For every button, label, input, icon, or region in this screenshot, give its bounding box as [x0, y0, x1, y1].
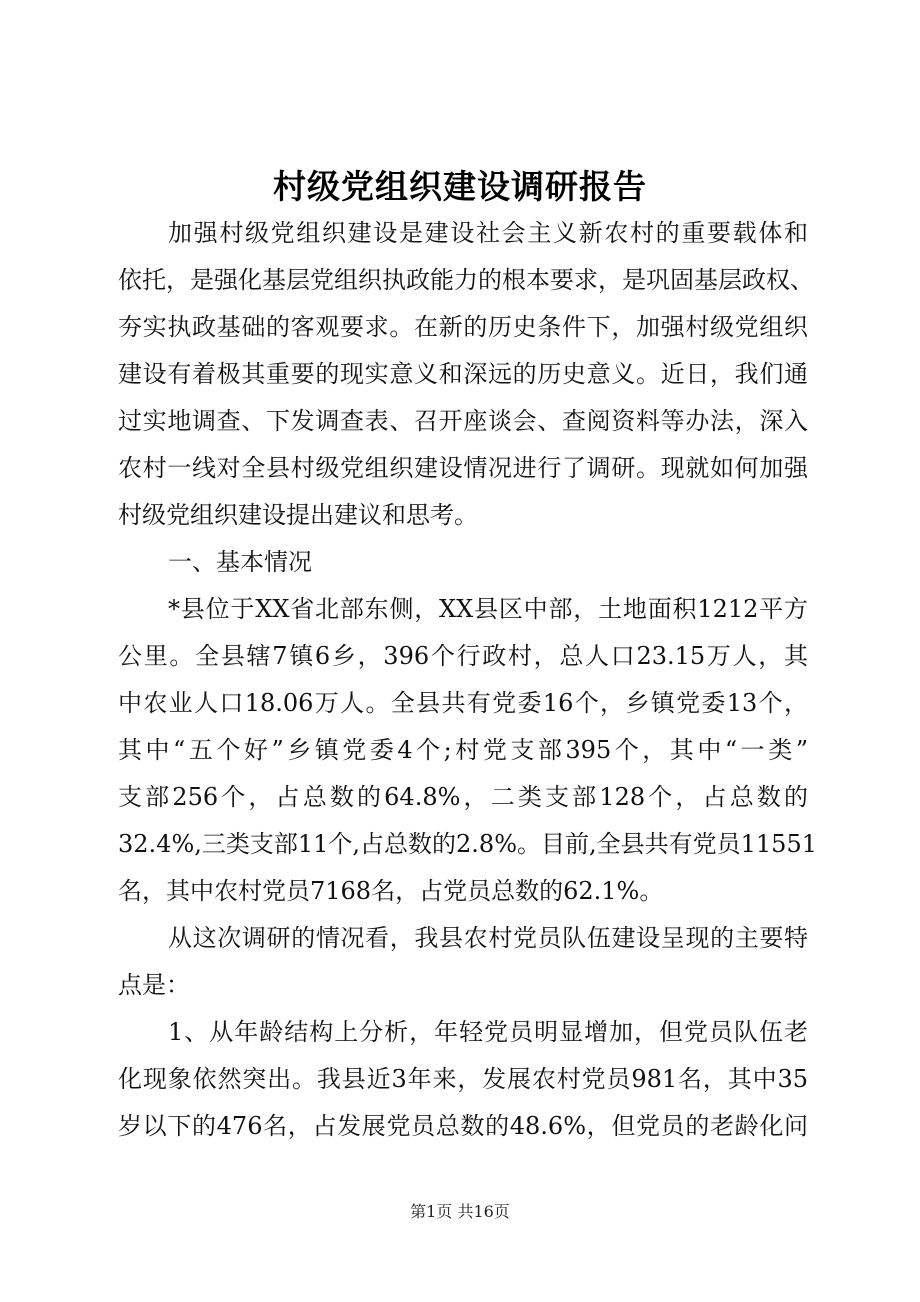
- page-indicator: 第1页 共16页: [410, 1202, 510, 1221]
- text-line: 过实地调查、下发调查表、召开座谈会、查阅资料等办法，深入: [118, 407, 808, 435]
- text-line: 建设有着极其重要的现实意义和深远的历史意义。近日，我们通: [118, 360, 808, 388]
- text-line: 农村一线对全县村级党组织建设情况进行了调研。现就如何加强: [118, 454, 808, 482]
- text-line: 从这次调研的情况看，我县农村党员队伍建设呈现的主要特: [168, 924, 808, 952]
- document-title: 村级党组织建设调研报告: [273, 167, 647, 206]
- text-line: 1、从年龄结构上分析，年轻党员明显增加，但党员队伍老: [168, 1018, 808, 1046]
- text-line: 中农业人口18.06万人。全县共有党委16个，乡镇党委13个，: [118, 689, 808, 717]
- text-line: 公里。全县辖7镇6乡，396个行政村，总人口23.15万人，其: [118, 642, 808, 670]
- text-line: 点是：: [118, 971, 190, 999]
- paragraph-intro: [118, 210, 814, 539]
- text-line: 32.4%,三类支部11个,占总数的2.8%。目前,全县共有党员11551: [118, 830, 817, 858]
- paragraph-features-intro: [118, 915, 808, 1009]
- text-line: 化现象依然突出。我县近3年来，发展农村党员981名，其中35: [118, 1065, 808, 1093]
- text-line: 依托，是强化基层党组织执政能力的根本要求，是巩固基层政权、: [118, 266, 814, 294]
- text-line: *县位于XX省北部东侧，XX县区中部，土地面积1212平方: [168, 595, 808, 623]
- text-line: 名，其中农村党员7168名，占党员总数的62.1%。: [118, 877, 664, 905]
- text-line: 其中“五个好”乡镇党委4个;村党支部395个，其中“一类”: [118, 736, 808, 764]
- text-line: 夯实执政基础的客观要求。在新的历史条件下，加强村级党组织: [118, 313, 808, 341]
- paragraph-county-overview: [118, 586, 817, 915]
- text-line: 村级党组织建设提出建议和思考。: [118, 501, 478, 529]
- paragraph-feature-1: [118, 1009, 808, 1150]
- text-line: 加强村级党组织建设是建设社会主义新农村的重要载体和: [168, 219, 808, 247]
- page-footer: [0, 1200, 920, 1224]
- section-heading: 一、基本情况: [168, 548, 312, 576]
- document-body: [118, 210, 817, 1150]
- text-line: 支部256个，占总数的64.8%，二类支部128个，占总数的: [118, 783, 808, 811]
- text-line: 岁以下的476名，占发展党员总数的48.6%，但党员的老龄化问: [118, 1112, 808, 1140]
- section-heading-basic-situation: [118, 539, 808, 586]
